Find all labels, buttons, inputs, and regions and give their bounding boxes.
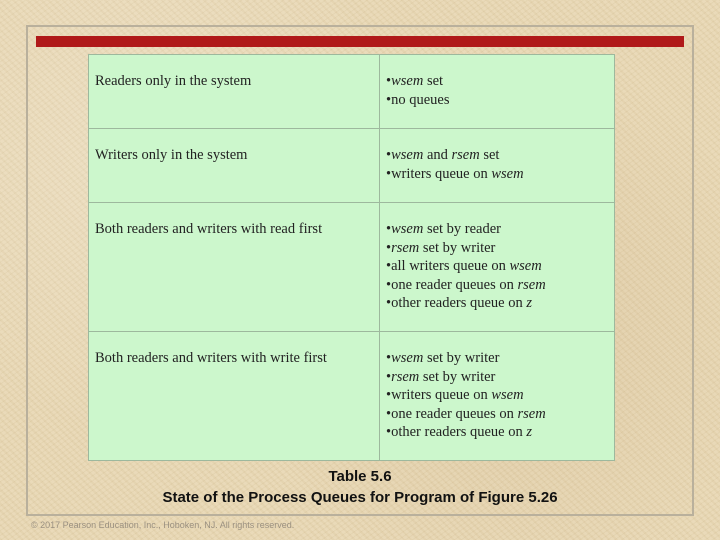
state-item: •no queues <box>386 91 450 108</box>
process-queue-state-table <box>88 54 615 461</box>
table-caption-number: Table 5.6 <box>328 468 392 485</box>
state-item: •wsem and rsem set <box>386 147 500 163</box>
state-item: •all writers queue on wsem <box>386 258 542 274</box>
state-item: •wsem set <box>386 73 444 89</box>
state-cell <box>380 332 615 461</box>
state-item: •other readers queue on z <box>386 424 533 440</box>
state-item: •one reader queues on rsem <box>386 276 546 293</box>
copyright-notice: © 2017 Pearson Education, Inc., Hoboken, NJ. All rights reserved. <box>31 520 295 530</box>
state-cell <box>380 129 615 203</box>
condition-cell: Readers only in the system <box>89 55 380 129</box>
state-cell <box>380 203 615 332</box>
state-item: •other readers queue on z <box>386 295 533 311</box>
table-row <box>89 129 615 203</box>
condition-cell: Both readers and writers with write first <box>89 332 380 461</box>
table-row <box>89 332 615 461</box>
state-item: •rsem set by writer <box>386 368 496 385</box>
table-caption-title: State of the Process Queues for Program of Figure 5.26 <box>162 489 558 506</box>
condition-cell: Writers only in the system <box>89 129 380 203</box>
table-row <box>89 55 615 129</box>
state-item: •wsem set by reader <box>386 221 502 237</box>
state-item: •writers queue on wsem <box>386 165 524 182</box>
state-item: •rsem set by writer <box>386 239 496 256</box>
state-cell <box>380 55 615 129</box>
title-accent-bar <box>36 36 684 47</box>
table-row <box>89 203 615 332</box>
state-item: •one reader queues on rsem <box>386 405 546 422</box>
state-item: •writers queue on wsem <box>386 387 524 403</box>
condition-cell: Both readers and writers with read first <box>89 203 380 332</box>
state-item: •wsem set by writer <box>386 350 500 366</box>
